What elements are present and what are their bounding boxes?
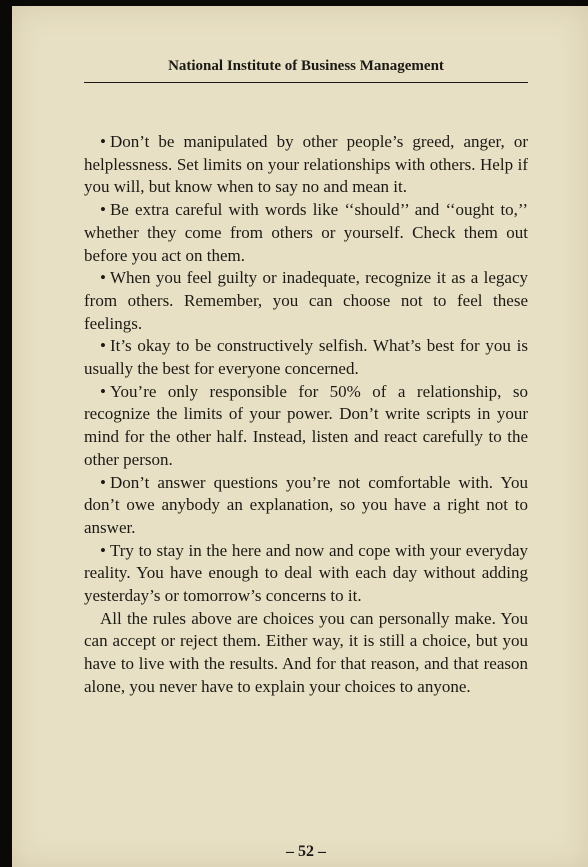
paragraph-text: Don’t answer questions you’re not comfortable with. You don’t owe anybody an explanation, so you have a right not to answer. <box>84 472 528 537</box>
paragraph-6 <box>84 472 528 540</box>
running-header: National Institute of Business Management <box>168 58 444 74</box>
page-body <box>84 131 528 699</box>
bullet-icon: • <box>100 132 106 151</box>
page-number: – 52 – <box>286 843 326 860</box>
paragraph-4 <box>84 335 528 380</box>
paragraph-1 <box>84 131 528 199</box>
paragraph-text: When you feel guilty or inadequate, recognize it as a legacy from others. Remember, you can choose not to feel these feelings. <box>84 268 528 333</box>
paragraph-text: Don’t be manipulated by other people’s greed, anger, or helplessness. Set limits on your relationships with others. Help if you will, but know when to say no and mean it. <box>84 132 528 197</box>
bullet-icon: • <box>100 472 106 492</box>
bullet-icon: • <box>100 200 106 220</box>
paragraph-8 <box>84 608 528 699</box>
bullet-icon: • <box>100 268 106 288</box>
paragraph-text: All the rules above are choices you can personally make. You can accept or reject them. Either way, it is still a choice, but you have to live with the results. And for that reason, and that reason alone, you never have to explain your choices to anyone. <box>84 608 528 696</box>
paragraph-text: Try to stay in the here and now and cope with your everyday reality. You have enough to deal with each day without adding yesterday’s or tomorrow’s concerns to it. <box>84 540 528 606</box>
paragraph-7 <box>84 540 528 608</box>
bullet-icon: • <box>100 381 106 401</box>
paragraph-2 <box>84 199 528 267</box>
paragraph-text: It’s okay to be constructively selfish. What’s best for you is usually the best for everyone concerned. <box>84 336 528 379</box>
bullet-icon: • <box>100 336 106 356</box>
paragraph-3 <box>84 267 528 335</box>
header-rule <box>84 82 528 83</box>
paragraph-text: You’re only responsible for 50% of a relationship, so recognize the limits of your power. Don’t write scripts in your mind for the other half. Instead, listen and react carefully to the other person. <box>84 381 528 469</box>
paragraph-5 <box>84 381 528 472</box>
paragraph-text: Be extra careful with words like ‘‘should’’ and ‘‘ought to,’’ whether they come from others or yourself. Check them out before you act on them. <box>84 200 528 265</box>
bullet-icon: • <box>100 540 106 560</box>
